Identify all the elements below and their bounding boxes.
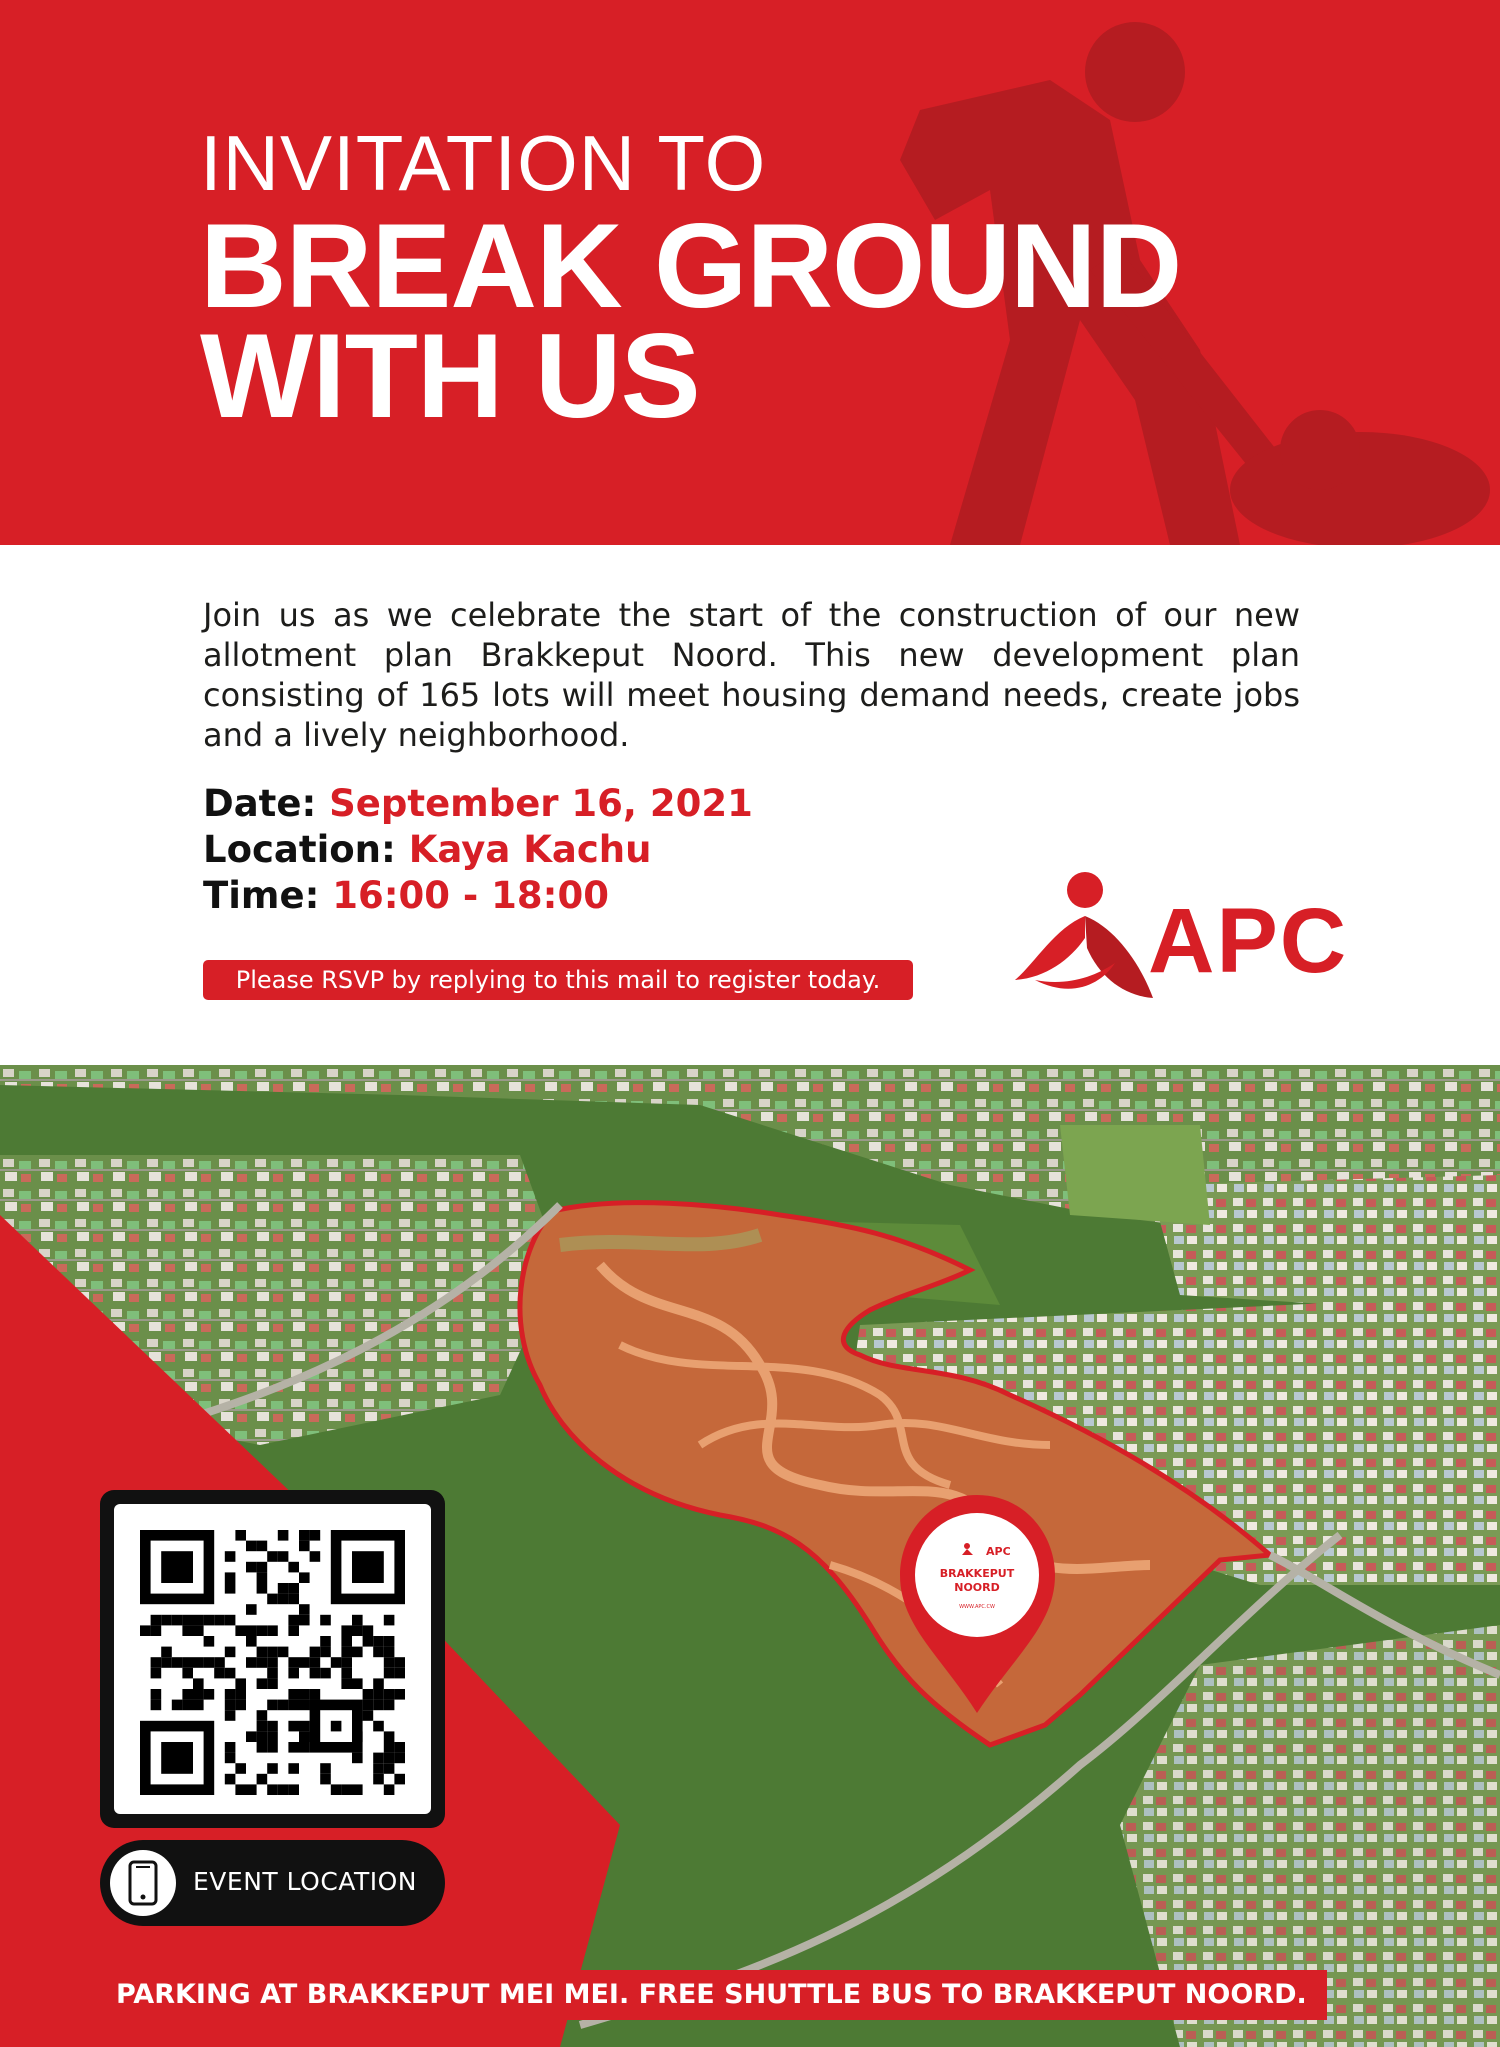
header-title-line3: WITH US bbox=[200, 309, 700, 443]
header-title-line2: BREAK GROUND bbox=[200, 199, 1182, 333]
apc-logo-icon bbox=[1015, 868, 1155, 1003]
detail-date bbox=[203, 782, 753, 825]
date-label: Date: bbox=[203, 782, 317, 825]
parking-banner: PARKING AT BRAKKEPUT MEI MEI. FREE SHUTTLE BUS TO BRAKKEPUT NOORD. bbox=[96, 1970, 1327, 2020]
qr-code-card[interactable] bbox=[100, 1490, 445, 1828]
location-label: Location: bbox=[203, 828, 396, 871]
detail-time bbox=[203, 874, 609, 917]
time-value: 16:00 - 18:00 bbox=[332, 874, 609, 917]
pin-brand: APC bbox=[986, 1545, 1011, 1558]
qr-code-panel bbox=[114, 1504, 431, 1814]
pin-line1: BRAKKEPUT bbox=[939, 1567, 1015, 1580]
pin-line2: NOORD bbox=[954, 1581, 1000, 1594]
qr-code-icon bbox=[140, 1530, 405, 1795]
header-banner bbox=[0, 0, 1500, 545]
event-location-button[interactable] bbox=[100, 1840, 445, 1926]
location-value: Kaya Kachu bbox=[408, 828, 652, 871]
rsvp-banner: Please RSVP by replying to this mail to register today. bbox=[203, 960, 913, 1000]
time-label: Time: bbox=[203, 874, 320, 917]
apc-logo-text: APC bbox=[1148, 890, 1349, 992]
pin-url: WWW.APC.CW bbox=[959, 1604, 995, 1610]
intro-paragraph: Join us as we celebrate the start of the construction of our new allotment plan Brakkeput Noord. This new development plan consisting of 165 lots will meet housing demand needs, create jobs and a lively neighborhood. bbox=[203, 596, 1300, 754]
header-title-line1: INVITATION TO bbox=[200, 119, 767, 207]
date-value: September 16, 2021 bbox=[329, 782, 753, 825]
event-location-label: EVENT LOCATION bbox=[193, 1867, 417, 1896]
detail-location bbox=[203, 828, 651, 871]
phone-icon-badge bbox=[110, 1850, 176, 1916]
phone-icon bbox=[128, 1860, 158, 1906]
